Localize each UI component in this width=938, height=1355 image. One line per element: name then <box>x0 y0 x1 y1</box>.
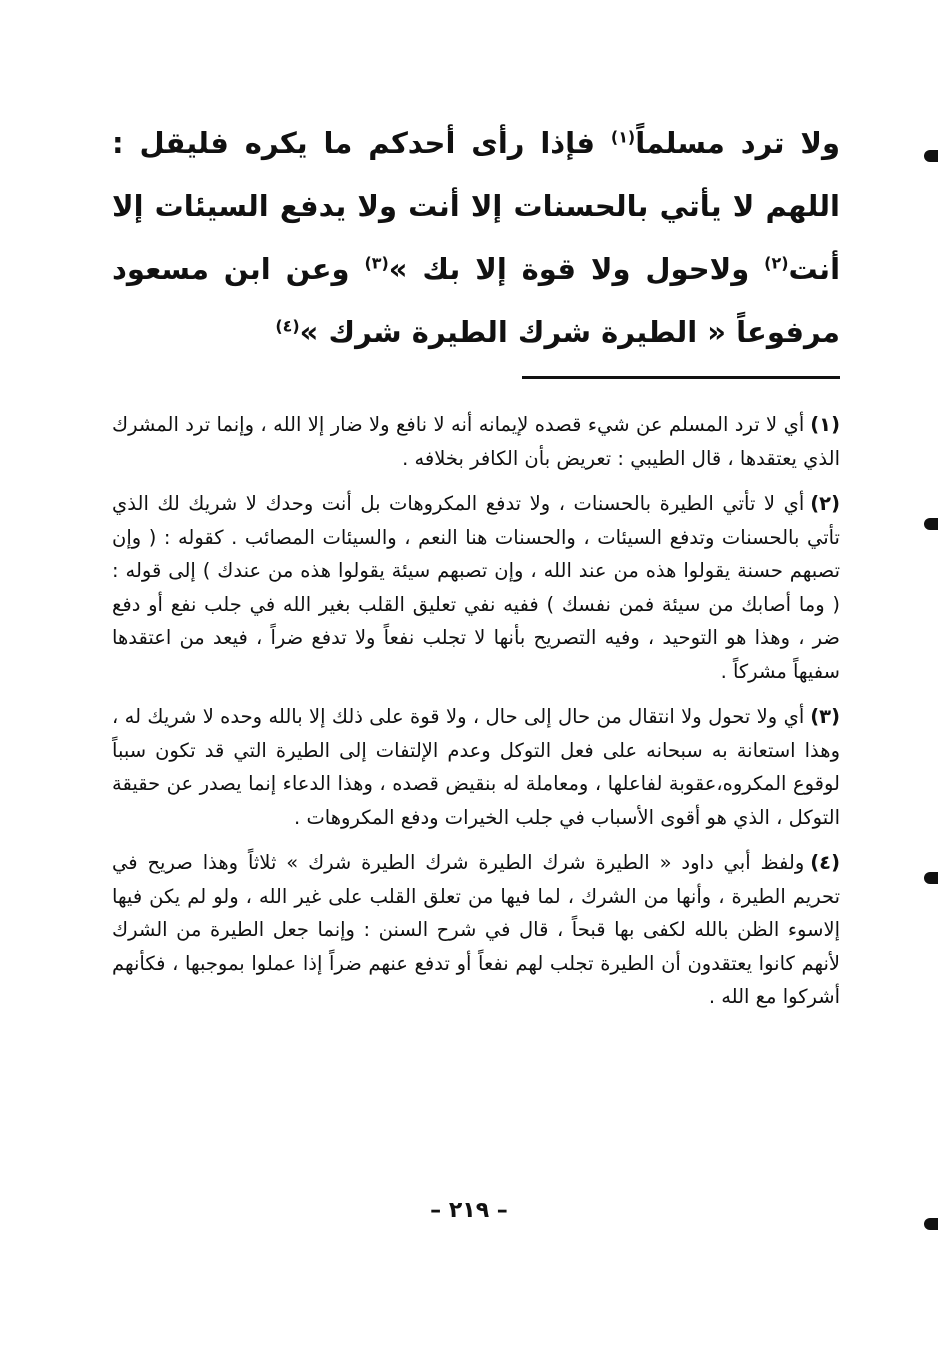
footnotes-section <box>112 408 840 1026</box>
footnote-4-number: (٤) <box>810 851 840 874</box>
footnote-3-number: (٣) <box>810 705 840 728</box>
footnote-1-text: أي لا ترد المسلم عن شيء قصده لإيمانه أنه لا نافع ولا ضار إلا الله ، وإنما ترد المشرك الذي يعتقدها ، قال الطيبي : تعريض بأن الكافر بخلافه . <box>112 413 840 470</box>
footnote-ref-3[interactable]: (٣) <box>364 253 389 273</box>
footnote-4 <box>112 846 840 1014</box>
main-text-part-3: ولاحول ولا قوة إلا بك » <box>388 252 765 286</box>
footnote-separator-rule <box>522 376 840 379</box>
footnote-3 <box>112 700 840 834</box>
footnote-2-number: (٢) <box>810 492 840 515</box>
footnote-4-text: ولفظ أبي داود « الطيرة شرك الطيرة شرك الطيرة شرك » ثلاثاً وهذا صريح في تحريم الطيرة ، وأنها من الشرك ، لما فيها من تعلق القلب على غير الله ، ولو لم يكن فيها إلاسوء الظن بالله لكفى بها قبحاً ، قال في شرح السنن : وإنما جعل الطيرة من الشرك لأنهم كانوا يعتقدون أن الطيرة تجلب لهم نفعاً أو تدفع عنهم ضراً إذا عملوا بموجبها ، فكأنهم أشركوا مع الله . <box>112 851 840 1008</box>
footnote-3-text: أي ولا تحول ولا انتقال من حال إلى حال ، ولا قوة على ذلك إلا بالله وحده لا شريك له ، وهذا استعانة به سبحانه على فعل التوكل وعدم الإلتفات إلى الطيرة التي قد تكون سبباً لوقوع المكروه،عقوبة لفاعلها ، ومعاملة له بنقيض قصده ، وهذا الدعاء إنما يصدر عن حقيقة التوكل ، الذي هو أقوى الأسباب في جلب الخيرات ودفع المكروهات . <box>112 705 840 829</box>
footnote-1-number: (١) <box>810 413 840 436</box>
scan-edge-mark <box>924 1218 938 1230</box>
footnote-2-text: أي لا تأتي الطيرة بالحسنات ، ولا تدفع المكروهات بل أنت وحدك لا شريك لك الذي تأتي بالحسنات وتدفع السيئات ، والحسنات هنا النعم ، والسيئات المصائب . كقوله : ( وإن تصبهم حسنة يقولوا هذه من عند الله ، وإن تصبهم سيئة يقولوا هذه من عندك ) إلى قوله : ( وما أصابك من سيئة فمن نفسك ) ففيه نفي تعليق القلب بغير الله في جلب نفع أو دفع ضر ، وهذا هو التوحيد ، وفيه التصريح بأنها لا تجلب نفعاً ولا تدفع ضراً ، فيعد من اعتقدها سفيهاً مشركاً . <box>112 492 840 683</box>
scan-edge-mark <box>924 150 938 162</box>
main-text-part-1: ولا ترد مسلماً <box>635 126 840 160</box>
footnote-ref-2[interactable]: (٢) <box>764 253 789 273</box>
scan-edge-mark <box>924 872 938 884</box>
main-text-paragraph <box>112 112 840 364</box>
footnote-ref-4[interactable]: (٤) <box>275 316 300 336</box>
footnote-ref-1[interactable]: (١) <box>610 127 636 147</box>
main-text-part-4: وعن ابن مسعود مرفوعاً « الطيرة شرك الطيرة شرك » <box>112 252 840 349</box>
page-number: – ٢١٩ – <box>430 1198 508 1223</box>
scan-edge-mark <box>924 518 938 530</box>
footnote-2 <box>112 487 840 688</box>
footnote-1 <box>112 408 840 475</box>
main-text-part-2: فإذا رأى أحدكم ما يكره فليقل : اللهم لا يأتي بالحسنات إلا أنت ولا يدفع السيئات إلا أنت <box>112 126 841 286</box>
